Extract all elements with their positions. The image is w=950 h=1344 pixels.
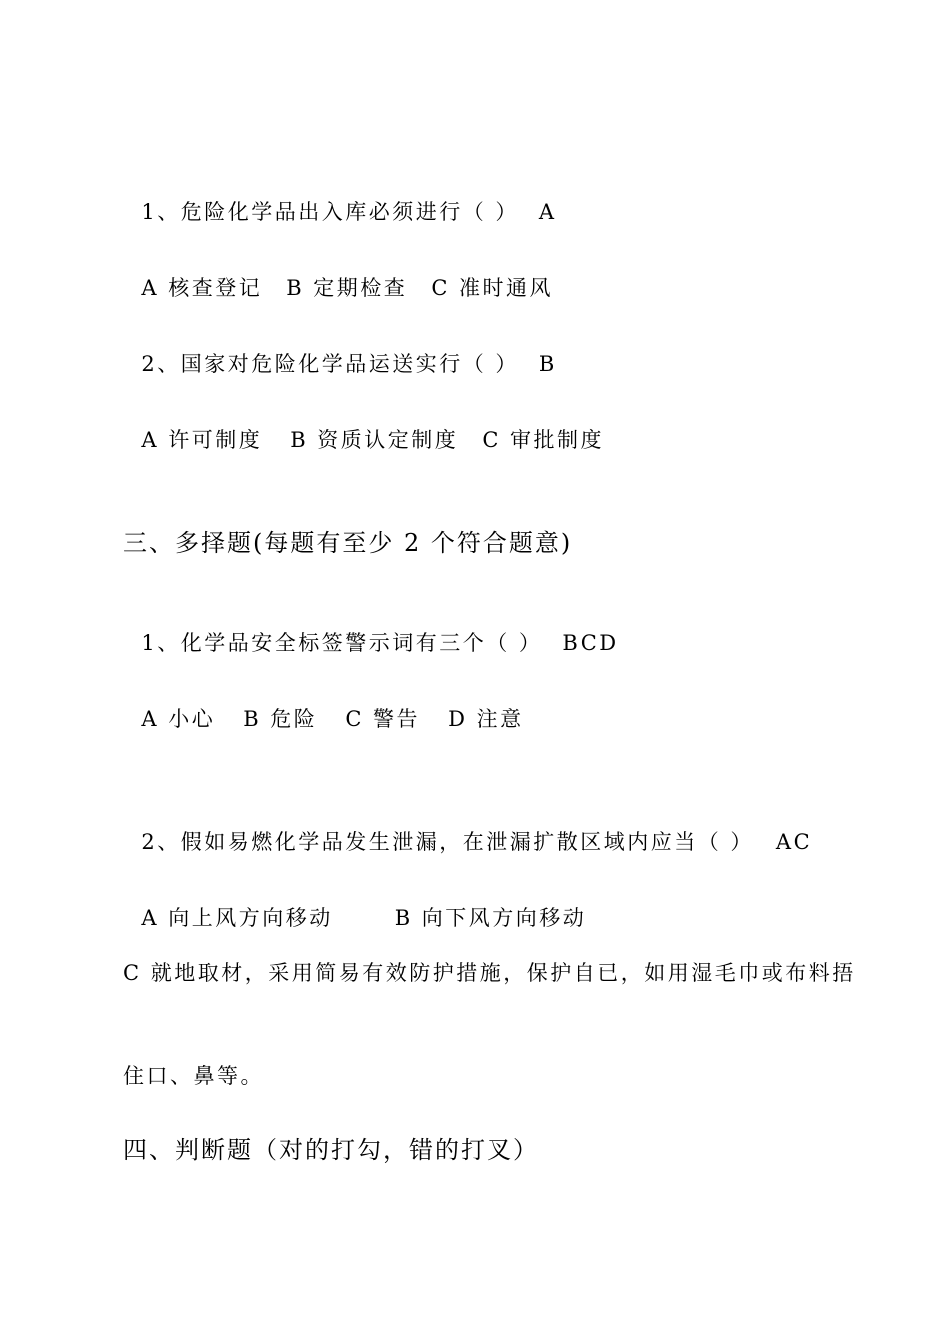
option-a: A 小心 [141,707,216,731]
q2-1-options [123,257,553,299]
option-b: B 资质认定制度 [290,428,459,452]
option-c: C 警告 [345,707,421,731]
q3-1-line [123,612,619,654]
answer-key: BCD [562,631,619,655]
option-a: A 向上风方向移动 [141,906,333,930]
option-c-line2: 住口、鼻等。 [123,1064,264,1088]
question-stem: 1、化学品安全标签警示词有三个（ ） [141,631,543,655]
section-heading-true-false: 四、判断题（对的打勾，错的打叉） [123,1136,539,1164]
answer-key: A [538,200,557,224]
option-d: D 注意 [448,707,524,731]
option-a: A 核查登记 [141,276,263,300]
answer-key: AC [775,830,813,854]
option-a: A 许可制度 [141,428,263,452]
answer-key: B [538,352,557,376]
question-stem: 2、国家对危险化学品运送实行（ ） [141,352,519,376]
option-b: B 定期检查 [286,276,408,300]
option-c: C 准时通风 [431,276,554,300]
option-c: C 审批制度 [482,428,605,452]
question-stem: 1、危险化学品出入库必须进行（ ） [141,200,519,224]
q2-2-line [123,333,557,375]
option-b: B 危险 [243,707,318,731]
q3-2-line [123,811,812,853]
q3-2-options [123,887,586,929]
q2-1-line [123,181,557,223]
section-heading-multiple-choice: 三、多择题(每题有至少 2 个符合题意) [123,529,573,557]
q3-1-options [123,688,524,730]
option-b: B 向下风方向移动 [394,906,587,930]
option-c-line1: C 就地取材，采用简易有效防护措施，保护自已，如用湿毛巾或布料捂 [123,961,856,985]
question-stem: 2、假如易燃化学品发生泄漏，在泄漏扩散区域内应当（ ） [141,830,754,854]
q2-2-options [123,409,604,451]
